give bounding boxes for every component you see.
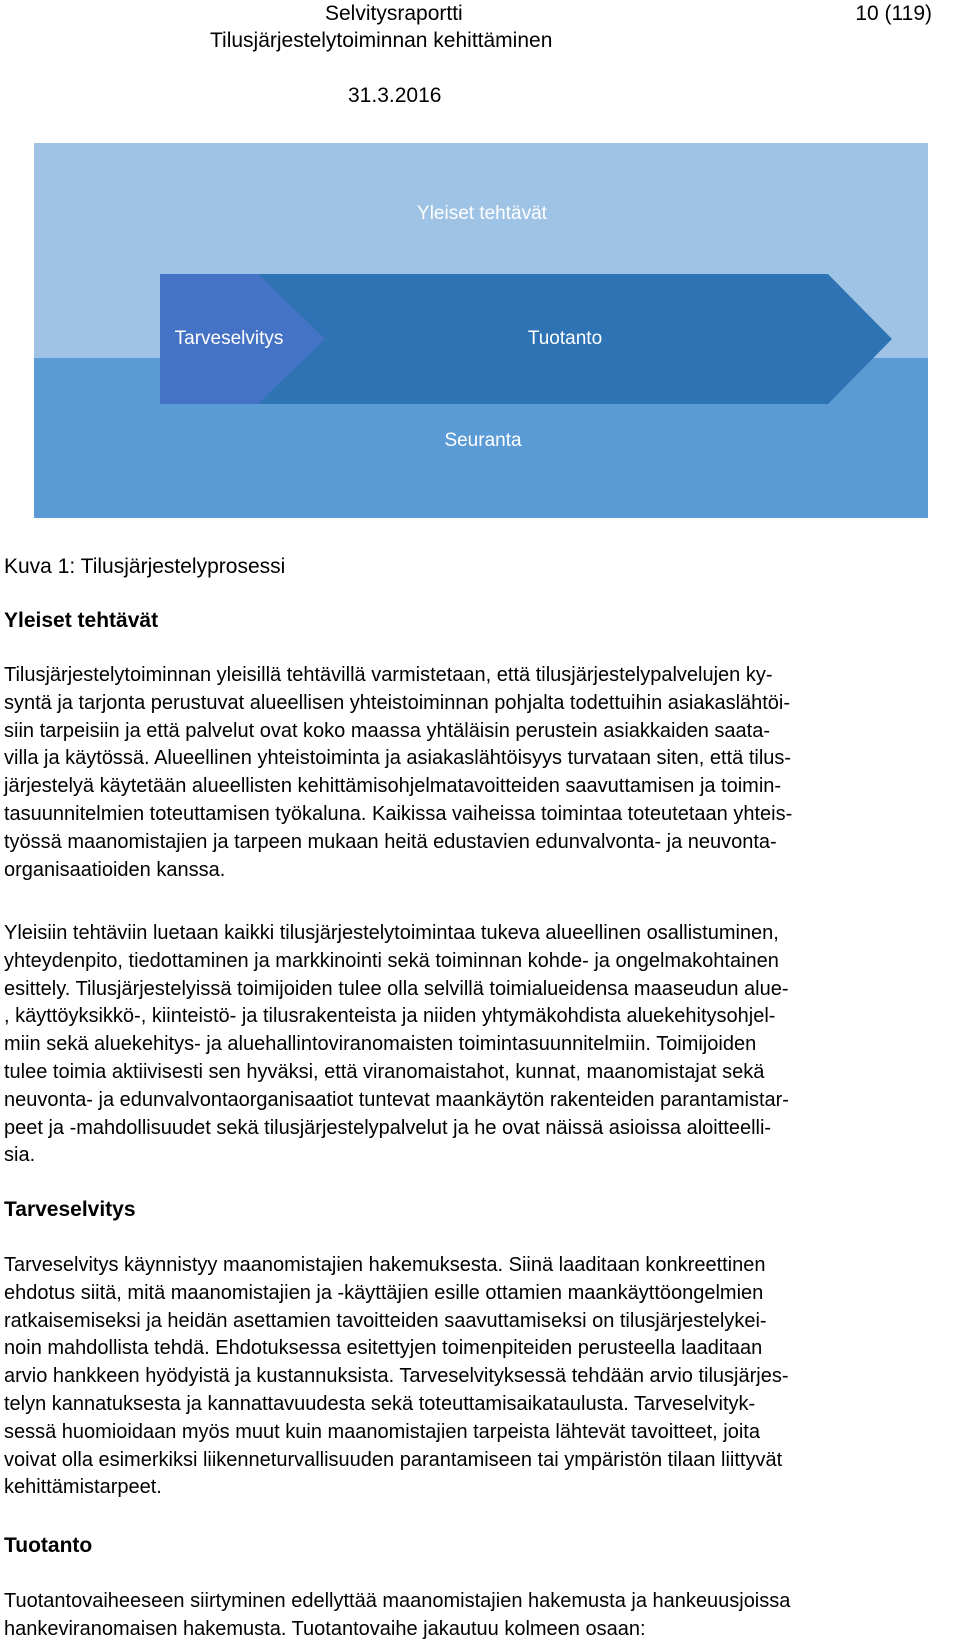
text-line: Tilusjärjestelytoiminnan yleisillä tehtävillä varmistetaan, että tilusjärjestelypalvelujen ky-	[4, 664, 773, 686]
heading-production: Tuotanto	[4, 1534, 93, 1557]
paragraph-production	[4, 1588, 934, 1644]
text-line: Yleisiin tehtäviin luetaan kaikki tilusjärjestelytoimintaa tukeva alueellinen osallistuminen,	[4, 922, 779, 944]
report-subtitle: Tilusjärjestelytoiminnan kehittäminen	[210, 29, 553, 52]
text-line: kehittämistarpeet.	[4, 1476, 162, 1499]
text-line: yhteydenpito, tiedottaminen ja markkinointi sekä toiminnan kohde- ja ongelmakohtainen	[4, 949, 779, 972]
text-line: ratkaisemiseksi ja heidän asettamien tavoitteiden saavuttamiseksi on tilusjärjestelykei-	[4, 1309, 767, 1332]
text-line: hankeviranomaisen hakemusta. Tuotantovaihe jakautuu kolmeen osaan:	[4, 1617, 646, 1640]
text-line: sia.	[4, 1144, 36, 1167]
diagram-label-general-tasks: Yleiset tehtävät	[417, 203, 547, 224]
report-date: 31.3.2016	[348, 84, 442, 107]
text-line: sessä huomioidaan myös muut kuin maanomistajien tarpeista lähtevät tavoitteet, joita	[4, 1420, 760, 1443]
text-line: villa ja käytössä. Alueellinen yhteistoiminta ja asiakaslähtöisyys turvataan siten, että tilus-	[4, 747, 792, 770]
text-line: Tuotantovaiheeseen siirtyminen edellyttää maanomistajien hakemusta ja hankeuusjoissa	[4, 1590, 791, 1612]
text-line: syntä ja tarjonta perustuvat alueellisen yhteistoiminnan pohjalta todettuihin asiakaslähtöi-	[4, 691, 791, 714]
text-line: , käyttöyksikkö-, kiinteistö- ja tilusrakenteista ja niiden yhtymäkohdista aluekehitysohjel-	[4, 1005, 776, 1028]
diagram-label-needs-assessment: Tarveselvitys	[174, 328, 284, 350]
paragraph-general-tasks-2	[4, 920, 934, 1170]
text-line: miin sekä aluekehitys- ja aluehallintoviranomaisten toimintasuunnitelmiin. Toimijoiden	[4, 1033, 757, 1056]
report-type: Selvitysraportti	[325, 2, 463, 25]
text-line: esittely. Tilusjärjestelyissä toimijoiden tulee olla selvillä toimialueidensa maaseudun alue-	[4, 977, 789, 1000]
text-line: ehdotus siitä, mitä maanomistajien ja -käyttäjien esille ottamien maankäyttöongelmien	[4, 1281, 764, 1304]
paragraph-general-tasks-1	[4, 662, 934, 884]
heading-needs-assessment: Tarveselvitys	[4, 1198, 136, 1221]
text-line: työssä maanomistajien ja tarpeen mukaan heitä edustavien edunvalvonta- ja neuvonta-	[4, 830, 777, 853]
figure-caption: Kuva 1: Tilusjärjestelyprosessi	[4, 555, 286, 578]
process-diagram	[34, 143, 928, 518]
heading-general-tasks: Yleiset tehtävät	[4, 609, 159, 632]
text-line: siin tarpeisiin ja että palvelut ovat koko maassa yhtäläisin perustein asiakkaiden saata-	[4, 719, 770, 742]
text-line: tulee toimia aktiivisesti sen hyväksi, että viranomaistahot, kunnat, maanomistajat sekä	[4, 1060, 765, 1083]
text-line: voivat olla esimerkiksi liikenneturvallisuuden parantamiseen tai ympäristön tilaan liittyvät	[4, 1448, 783, 1471]
text-line: peet ja -mahdollisuudet sekä tilusjärjestelypalvelut ja he ovat näissä asioissa aloitteelli-	[4, 1116, 772, 1139]
text-line: organisaatioiden kanssa.	[4, 858, 226, 881]
text-line: tasuunnitelmien toteuttamisen työkaluna. Kaikissa vaiheissa toimintaa toteutetaan yhteis-	[4, 802, 793, 825]
text-line: järjestelyä käytetään alueellisten kehittämisohjelmatavoitteiden saavuttamisen ja toimin-	[4, 775, 782, 798]
text-line: neuvonta- ja edunvalvontaorganisaatiot tuntevat maankäytön rakenteiden parantamistar-	[4, 1088, 789, 1111]
text-line: Tarveselvitys käynnistyy maanomistajien hakemuksesta. Siinä laaditaan konkreettinen	[4, 1254, 766, 1276]
page-number: 10 (119)	[855, 2, 932, 25]
diagram-label-monitoring: Seuranta	[444, 430, 522, 452]
text-line: noin mahdollista tehdä. Ehdotuksessa esitettyjen toimenpiteiden perusteella laaditaan	[4, 1337, 763, 1360]
diagram-label-production: Tuotanto	[527, 328, 603, 350]
text-line: arvio hankkeen hyödyistä ja kustannuksista. Tarveselvityksessä tehdään arvio tilusjärjes-	[4, 1365, 789, 1388]
text-line: telyn kannatuksesta ja kannattavuudesta sekä toteuttamisaikataulusta. Tarveselvityk-	[4, 1392, 756, 1415]
paragraph-needs-assessment	[4, 1252, 934, 1502]
